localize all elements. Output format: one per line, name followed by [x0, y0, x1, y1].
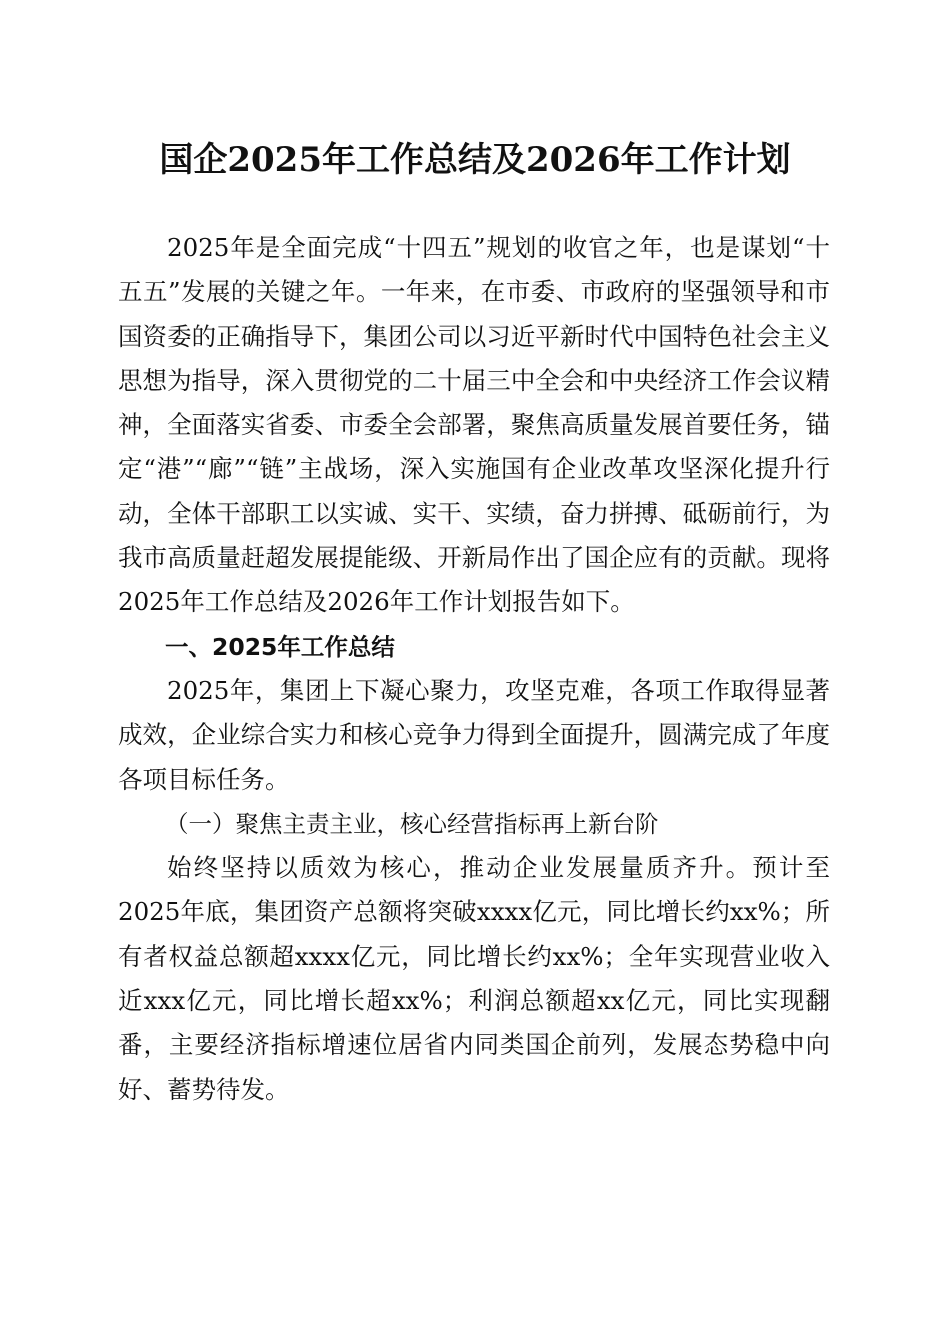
subsection-paragraph: 始终坚持以质效为核心，推动企业发展量质齐升。预计至2025年底，集团资产总额将突破xxxx亿元，同比增长约xx%；所有者权益总额超xxxx亿元，同比增长约xx%；全年实现营业收入近xxx亿元，同比增长超xx%；利润总额超xx亿元，同比实现翻番，主要经济指标增速位居省内同类国企前列，发展态势稳中向好、蓄势待发。 — [118, 853, 830, 1104]
section-heading: 一、2025年工作总结 — [165, 632, 395, 661]
section-summary-paragraph: 2025年，集团上下凝心聚力，攻坚克难，各项工作取得显著成效，企业综合实力和核心竞争力得到全面提升，圆满完成了年度各项目标任务。 — [118, 675, 830, 794]
subsection-heading: （一）聚焦主责主业，核心经营指标再上新台阶 — [165, 809, 659, 838]
document-body — [118, 226, 830, 1112]
intro-paragraph: 2025年是全面完成“十四五”规划的收官之年，也是谋划“十五五”发展的关键之年。一年来，在市委、市政府的坚强领导和市国资委的正确指导下，集团公司以习近平新时代中国特色社会主义思想为指导，深入贯彻党的二十届三中全会和中央经济工作会议精神，全面落实省委、市委全会部署，聚焦高质量发展首要任务，锚定“港”“廊”“链”主战场，深入实施国有企业改革攻坚深化提升行动，全体干部职工以实诚、实干、实绩，奋力拼搏、砥砺前行，为我市高质量赶超发展提能级、开新局作出了国企应有的贡献。现将2025年工作总结及2026年工作计划报告如下。 — [118, 233, 830, 617]
document-title: 国企2025年工作总结及2026年工作计划 — [159, 140, 791, 180]
